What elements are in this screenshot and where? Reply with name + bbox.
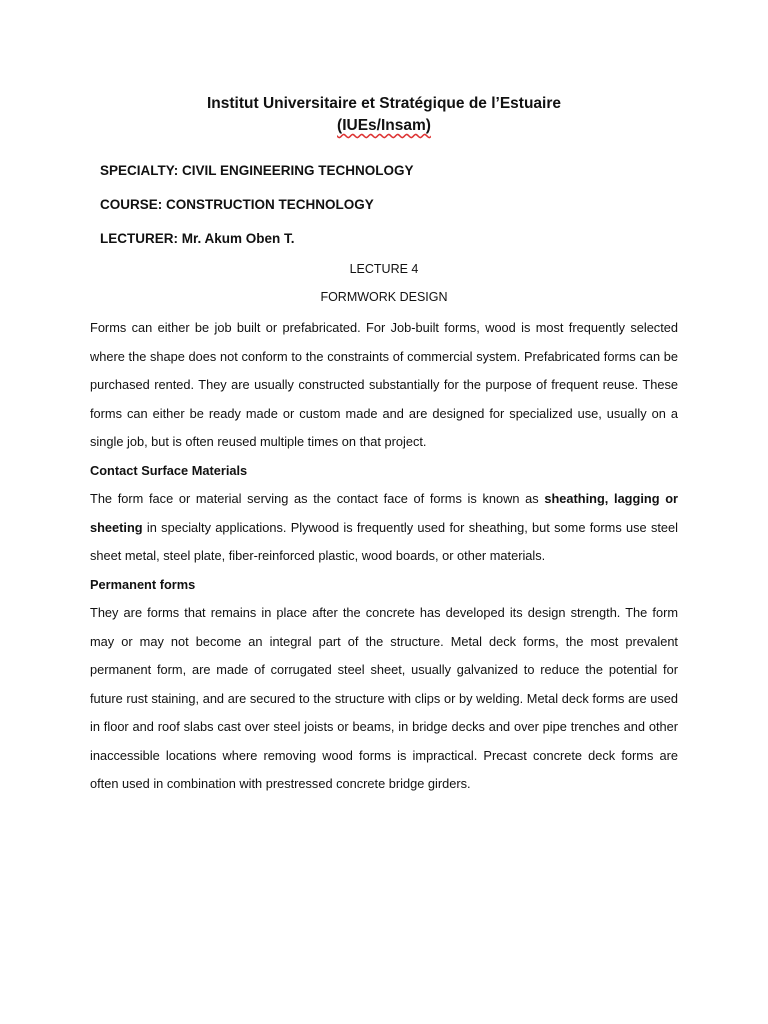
institution-abbrev-text: (IUEs/Insam) [337,117,431,134]
intro-paragraph: Forms can either be job built or prefabricated. For Job-built forms, wood is most frequently selected where the shape does not conform to the constraints of commercial system. Prefabricated forms can be purchased rented. They are usually constructed substantially for the purpose of frequent reuse. These forms can either be ready made or custom made and are designed for specialized use, usually on a single job, but is often reused multiple times on that project. [90,320,678,449]
course-line: COURSE: CONSTRUCTION TECHNOLOGY [100,197,374,212]
contact-surface-text-post: in specialty applications. Plywood is frequently used for sheathing, but some forms use steel sheet metal, steel plate, fiber-reinforced plastic, wood boards, or other materials. [90,519,678,563]
institution-abbrev [0,117,768,135]
permanent-forms-paragraph: They are forms that remains in place after the concrete has developed its design strength. The form may or may not become an integral part of the structure. Metal deck forms, the most prevalent permanent form, are made of corrugated steel sheet, usually galvanized to reduce the potential for future rust staining, and are secured to the structure with clips or by welding. Metal deck forms are used in floor and roof slabs cast over steel joists or beams, in bridge decks and over pipe trenches and other inaccessible locations where removing wood forms is impractical. Precast concrete deck forms are often used in combination with prestressed concrete bridge girders. [90,605,678,791]
institution-title: Institut Universitaire et Stratégique de l’Estuaire [206,95,561,112]
specialty-line: SPECIALTY: CIVIL ENGINEERING TECHNOLOGY [100,163,414,178]
lecturer-line: LECTURER: Mr. Akum Oben T. [100,231,295,246]
contact-surface-bold-term: sheathing, lagging or sheeting [90,491,678,535]
contact-surface-heading: Contact Surface Materials [90,462,248,478]
lecture-body [90,314,678,799]
lecture-number: LECTURE 4 [349,262,419,276]
contact-surface-text-pre: The form face or material serving as the contact face of forms is known as [90,491,545,506]
lecture-topic: FORMWORK DESIGN [320,290,448,304]
contact-surface-paragraph [90,485,678,571]
permanent-forms-heading: Permanent forms [90,576,196,592]
